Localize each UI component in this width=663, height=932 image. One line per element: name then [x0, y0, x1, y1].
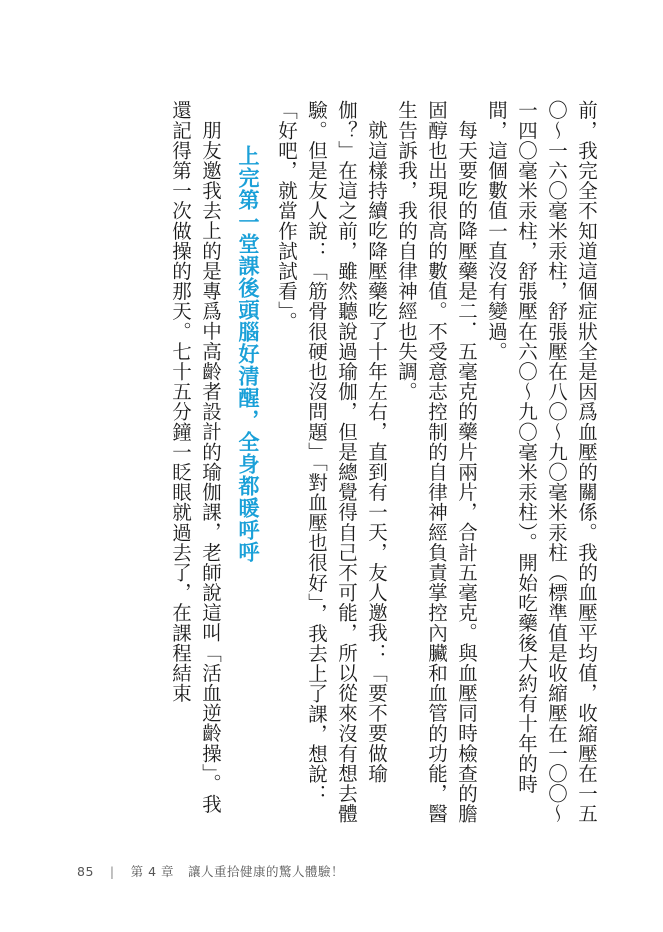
footer-separator: |: [109, 863, 115, 879]
paragraph-3: 就這樣持續吃降壓藥吃了十年左右，直到有一天，友人邀我：「要不要做瑜伽？」在這之前，雖然聽說過瑜伽，但是總覺得自己不可能，所以從來沒有想去體驗。但是友人說：「筋骨很硬也沒問題」「對血壓也很好」，我去上了課，想說：「好吧，就當作試試看」。: [275, 100, 388, 824]
vertical-body-text: [165, 100, 601, 830]
paragraph-4: 朋友邀我去上的是專爲中高齡者設計的瑜伽課，老師說這叫「活血逆齡操」。我還記得第一次做操的那天。七十五分鐘一眨眼就過去了，在課程結束: [169, 100, 222, 814]
section-heading: 上完第一堂課後頭腦好清醒，全身都暖呼呼: [236, 145, 260, 563]
paragraph-2: 每天要吃的降壓藥是二．五毫克的藥片兩片，合計五毫克。與血壓同時檢查的膽固醇也出現很高的數值。不受意志控制的自律神經負責掌控內臟和血管的功能，醫生告訴我，我的自律神經也失調。: [395, 100, 478, 824]
page-footer: [77, 862, 344, 880]
page-number: 85: [77, 863, 94, 879]
chapter-label: 第 4 章: [130, 864, 175, 879]
chapter-title: 讓人重拾健康的驚人體驗！: [188, 864, 345, 879]
paragraph-1: 前，我完全不知道這個症狀全是因爲血壓的關係。我的血壓平均值，收縮壓在一五〇～一六〇毫米汞柱，舒張壓在八〇～九〇毫米汞柱（標準值是收縮壓在一〇〇～一四〇毫米汞柱，舒張壓在六〇～九〇毫米汞柱）。開始吃藥後大約有十年的時間，這個數值一直沒有變過。: [485, 100, 598, 824]
